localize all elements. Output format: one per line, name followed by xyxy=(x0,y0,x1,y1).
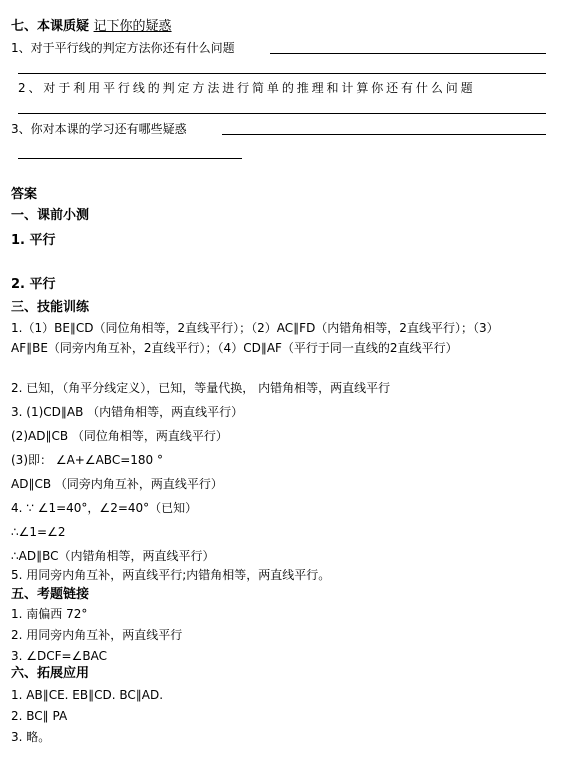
answer-line-2 xyxy=(18,113,546,114)
s5-heading: 五、考题链接 xyxy=(11,587,90,602)
s3-line: 3. (1)CD∥AB （内错角相等，两直线平行） xyxy=(11,405,244,419)
s3-line: 1.（1）BE∥CD（同位角相等，2直线平行）；（2）AC∥FD（内错角相等，2直线平行）；（3） xyxy=(11,321,499,335)
s1-answer-2: 2. 平行 xyxy=(11,277,56,292)
answer-line-3a xyxy=(222,134,546,135)
s3-line: 5. 用同旁内角互补，两直线平行;内错角相等，两直线平行。 xyxy=(11,568,331,582)
section7-heading-note: 记下你的疑惑 xyxy=(93,19,172,34)
s3-line: (2)AD∥CB （同位角相等，两直线平行） xyxy=(11,429,228,443)
s1-heading: 一、课前小测 xyxy=(11,208,90,223)
section7-heading xyxy=(11,19,172,35)
s5-line: 2. 用同旁内角互补，两直线平行 xyxy=(11,628,183,642)
question-1: 1、对于平行线的判定方法你还有什么问题 xyxy=(11,41,235,55)
s5-line: 1. 南偏西 72° xyxy=(11,607,88,621)
s3-line: 2. 已知，（角平分线定义），已知，等量代换， 内错角相等，两直线平行 xyxy=(11,381,391,395)
s3-line: AF∥BE（同旁内角互补，2直线平行）；（4）CD∥AF（平行于同一直线的2直线平行） xyxy=(11,341,458,355)
question-3: 3、你对本课的学习还有哪些疑惑 xyxy=(11,122,187,136)
s3-line: (3)即： ∠A+∠ABC=180 ° xyxy=(11,453,163,467)
answer-line-1b xyxy=(18,73,546,74)
section7-heading-text: 七、本课质疑 xyxy=(11,19,90,34)
s3-line: 4. ∵ ∠1=40°，∠2=40°（已知） xyxy=(11,501,198,515)
s3-line: AD∥CB （同旁内角互补，两直线平行） xyxy=(11,477,223,491)
s1-answer-1: 1. 平行 xyxy=(11,233,56,248)
question-2: 2、对于利用平行线的判定方法进行简单的推理和计算你还有什么问题 xyxy=(18,81,476,95)
answers-title: 答案 xyxy=(11,187,38,202)
s6-line: 2. BC∥ PA xyxy=(11,709,68,723)
s3-heading: 三、技能训练 xyxy=(11,300,90,315)
s6-line: 1. AB∥CE. EB∥CD. BC∥AD. xyxy=(11,688,164,702)
answer-line-1a xyxy=(270,53,546,54)
s6-heading: 六、拓展应用 xyxy=(11,666,90,681)
s3-line: ∴AD∥BC（内错角相等，两直线平行） xyxy=(11,549,215,563)
s6-line: 3. 略。 xyxy=(11,730,51,744)
answer-line-3b xyxy=(18,158,242,159)
s5-line: 3. ∠DCF=∠BAC xyxy=(11,649,107,663)
s3-line: ∴∠1=∠2 xyxy=(11,525,66,539)
